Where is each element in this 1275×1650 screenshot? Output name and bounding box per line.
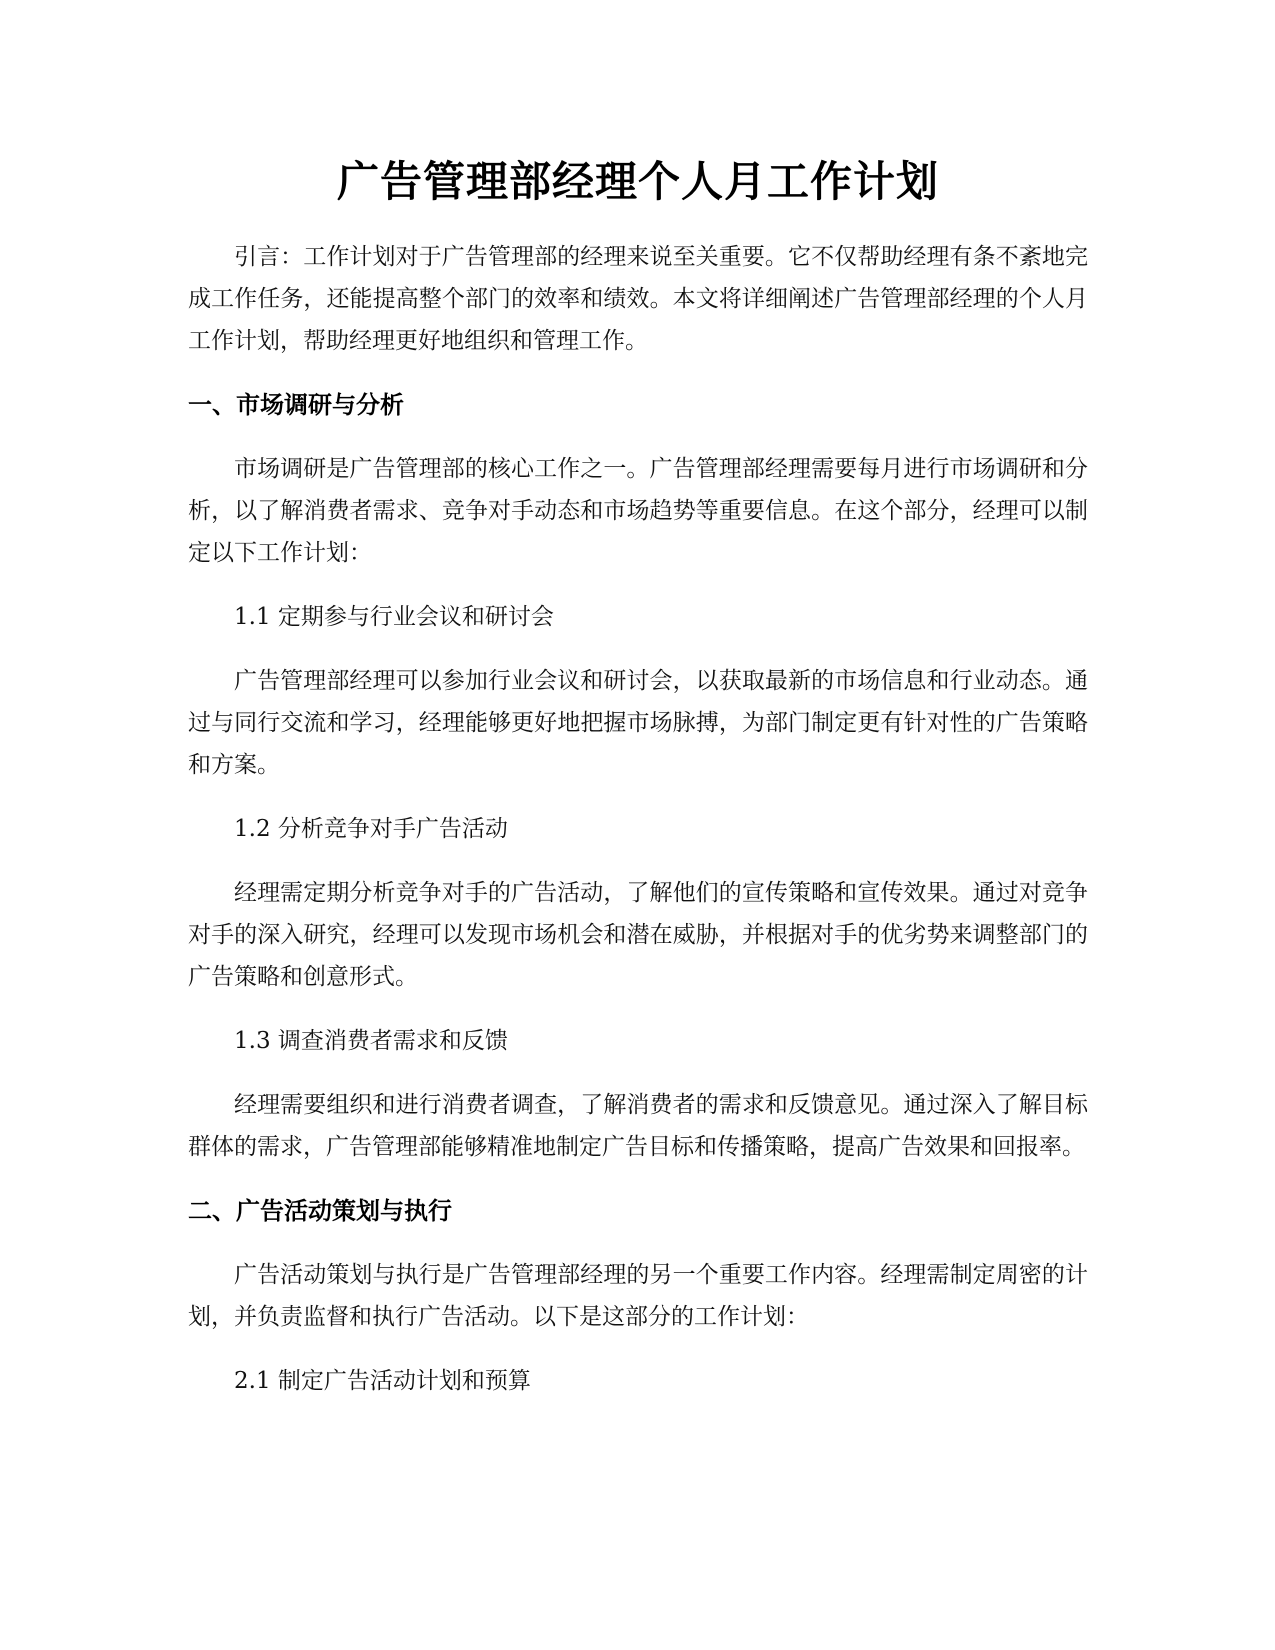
subsection-paragraph: 经理需要组织和进行消费者调查，了解消费者的需求和反馈意见。通过深入了解目标群体的需求，广告管理部能够精准地制定广告目标和传播策略，提高广告效果和回报率。 — [188, 1092, 1088, 1160]
subsection-heading-1-3: 1.3 调查消费者需求和反馈 — [234, 1028, 508, 1054]
subsection-heading-1-2: 1.2 分析竞争对手广告活动 — [234, 816, 508, 842]
subsection-paragraph: 经理需定期分析竞争对手的广告活动，了解他们的宣传策略和宣传效果。通过对竞争对手的深入研究，经理可以发现市场机会和潜在威胁，并根据对手的优劣势来调整部门的广告策略和创意形式。 — [188, 880, 1088, 990]
subsection-paragraph: 广告管理部经理可以参加行业会议和研讨会，以获取最新的市场信息和行业动态。通过与同行交流和学习，经理能够更好地把握市场脉搏，为部门制定更有针对性的广告策略和方案。 — [188, 668, 1088, 778]
document-body — [188, 150, 1088, 1402]
section-heading-market-research: 一、市场调研与分析 — [188, 391, 404, 419]
subsection-heading-2-1: 2.1 制定广告活动计划和预算 — [234, 1368, 531, 1394]
document-title: 广告管理部经理个人月工作计划 — [336, 157, 939, 206]
intro-paragraph: 引言：工作计划对于广告管理部的经理来说至关重要。它不仅帮助经理有条不紊地完成工作任务，还能提高整个部门的效率和绩效。本文将详细阐述广告管理部经理的个人月工作计划，帮助经理更好地组织和管理工作。 — [188, 244, 1088, 354]
section-paragraph: 广告活动策划与执行是广告管理部经理的另一个重要工作内容。经理需制定周密的计划，并负责监督和执行广告活动。以下是这部分的工作计划： — [188, 1262, 1088, 1330]
section-paragraph: 市场调研是广告管理部的核心工作之一。广告管理部经理需要每月进行市场调研和分析，以了解消费者需求、竞争对手动态和市场趋势等重要信息。在这个部分，经理可以制定以下工作计划： — [188, 456, 1088, 566]
subsection-heading-1-1: 1.1 定期参与行业会议和研讨会 — [234, 604, 554, 630]
section-heading-ad-campaign: 二、广告活动策划与执行 — [188, 1197, 452, 1225]
